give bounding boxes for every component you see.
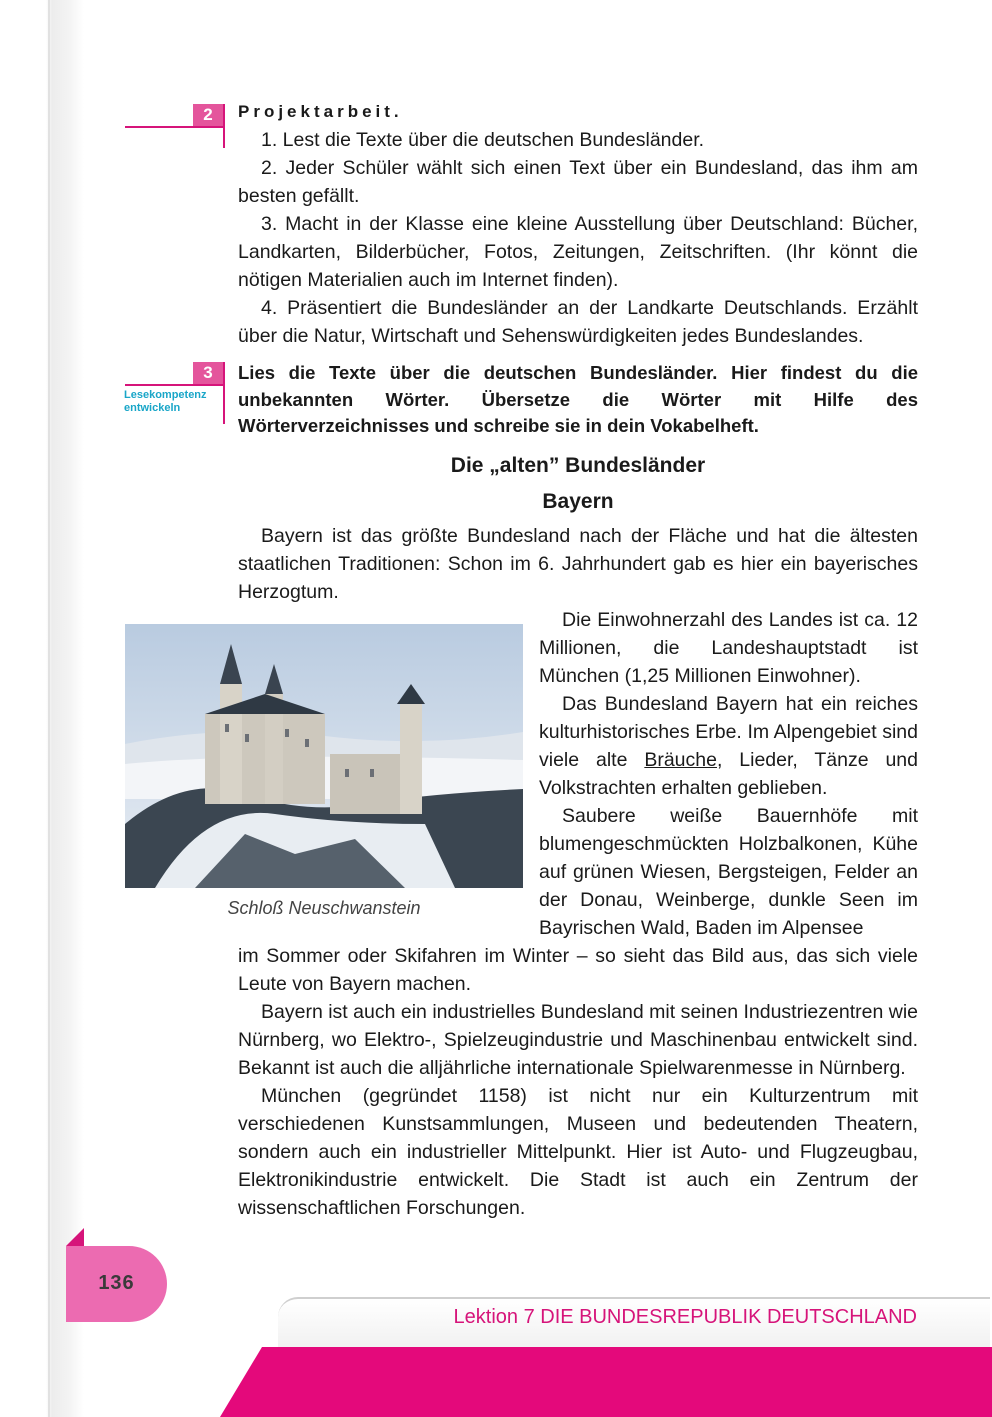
paragraph-3-part-a: Das Bundesland Bayern hat ein reiches kulturhistorisches Erbe. Im Alpengebiet sind viele alte	[539, 693, 918, 771]
task-number-badge: 3	[193, 362, 223, 384]
paragraph-6: München (gegründet 1158) ist nicht nur ein Kulturzentrum mit verschiedenen Kunstsammlungen, Museen und bedeutenden Theatern, sondern auch ein industrieller Mittelpunkt. Hier ist Auto- und Flugzeugbau, Elektronikindustrie entwickelt. Die Stadt ist auch ein Zentrum der wissenschaftlichen Forschungen.	[238, 1085, 918, 1219]
task-marker-vline	[223, 104, 225, 148]
competence-label: Lesekompetenz entwickeln	[124, 389, 207, 414]
task3-instruction: Lies die Texte über die deutschen Bundesländer. Hier findest du die unbekannten Wörter. Übersetze die Wörter mit Hilfe des Wörterverzeichnisses und schreibe sie in dein Vokabelheft.	[238, 362, 918, 436]
paragraph-3	[539, 690, 918, 802]
task2-item-1: 1. Lest die Texte über die deutschen Bundesländer.	[261, 129, 705, 151]
chapter-title: Lektion 7 DIE BUNDESREPUBLIK DEUTSCHLAND	[453, 1306, 917, 1328]
footer-accent-band	[0, 1347, 992, 1417]
page-tab-corner	[66, 1228, 84, 1246]
paragraph-1-text: Bayern ist das größte Bundesland nach der Fläche und hat die ältesten staatlichen Traditionen: Schon im 6. Jahrhundert gab es hier ein bayerisches Herzogtum.	[238, 525, 918, 603]
paragraph-5: Bayern ist auch ein industrielles Bundesland mit seinen Industriezentren wie Nürnberg, wo Elektro-, Spielzeugindustrie und Maschinenbau entwickelt sind. Bekannt ist auch die alljährliche internationale Spielwarenmesse in Nürnberg.	[238, 1001, 918, 1079]
castle-photo	[125, 624, 523, 888]
task-number-badge: 2	[193, 104, 223, 126]
section-heading: Die „alten” Bundesländer	[450, 454, 706, 477]
photo-caption: Schloß Neuschwanstein	[227, 898, 421, 918]
task2-title: Projektarbeit.	[238, 102, 403, 121]
paragraph-1	[238, 522, 918, 606]
paragraph-2: Die Einwohnerzahl des Landes ist ca. 12 Millionen, die Landeshauptstadt ist München (1,25 Millionen Einwohner).	[539, 609, 918, 687]
task-marker-line	[125, 384, 225, 386]
page-spine-shadow	[0, 0, 84, 1417]
task2-item-2: 2. Jeder Schüler wählt sich einen Text über ein Bundesland, das ihm am besten gefällt.	[238, 157, 918, 207]
task2-item-4: 4. Präsentiert die Bundesländer an der Landkarte Deutschlands. Erzählt über die Natur, Wirtschaft und Sehenswürdigkeiten jedes Bundeslandes.	[238, 297, 918, 347]
task2-item-3: 3. Macht in der Klasse eine kleine Ausstellung über Deutschland: Bücher, Landkarten, Bilderbücher, Fotos, Zeitungen, Zeitschriften. (Ihr könnt die nötigen Materialien auch im Internet finden).	[238, 213, 918, 291]
spine-line	[48, 0, 50, 1417]
section-subheading: Bayern	[542, 490, 614, 513]
task-marker-line	[125, 126, 225, 128]
task2-block	[238, 98, 918, 350]
paragraph-3-part-b: , Lieder, Tänze und Volkstrachten erhalten geblieben.	[539, 749, 918, 799]
paragraph-4-part-b: im Sommer oder Skifahren im Winter – so sieht das Bild aus, das sich viele Leute von Bayern machen.	[238, 945, 918, 995]
paragraph-4-part-a: Saubere weiße Bauernhöfe mit blumengeschmückten Holzbalkonen, Kühe auf grünen Wiesen, Bergsteigen, Felder an der Donau, Weinberge, dunkle Seen im Bayrischen Wald, Baden im Alpensee	[539, 805, 918, 939]
page-number: 136	[98, 1272, 135, 1294]
underlined-word: Bräuche	[644, 749, 717, 771]
column-text	[539, 606, 918, 942]
castle-illustration	[125, 624, 523, 888]
main-text-continued	[238, 942, 918, 1222]
